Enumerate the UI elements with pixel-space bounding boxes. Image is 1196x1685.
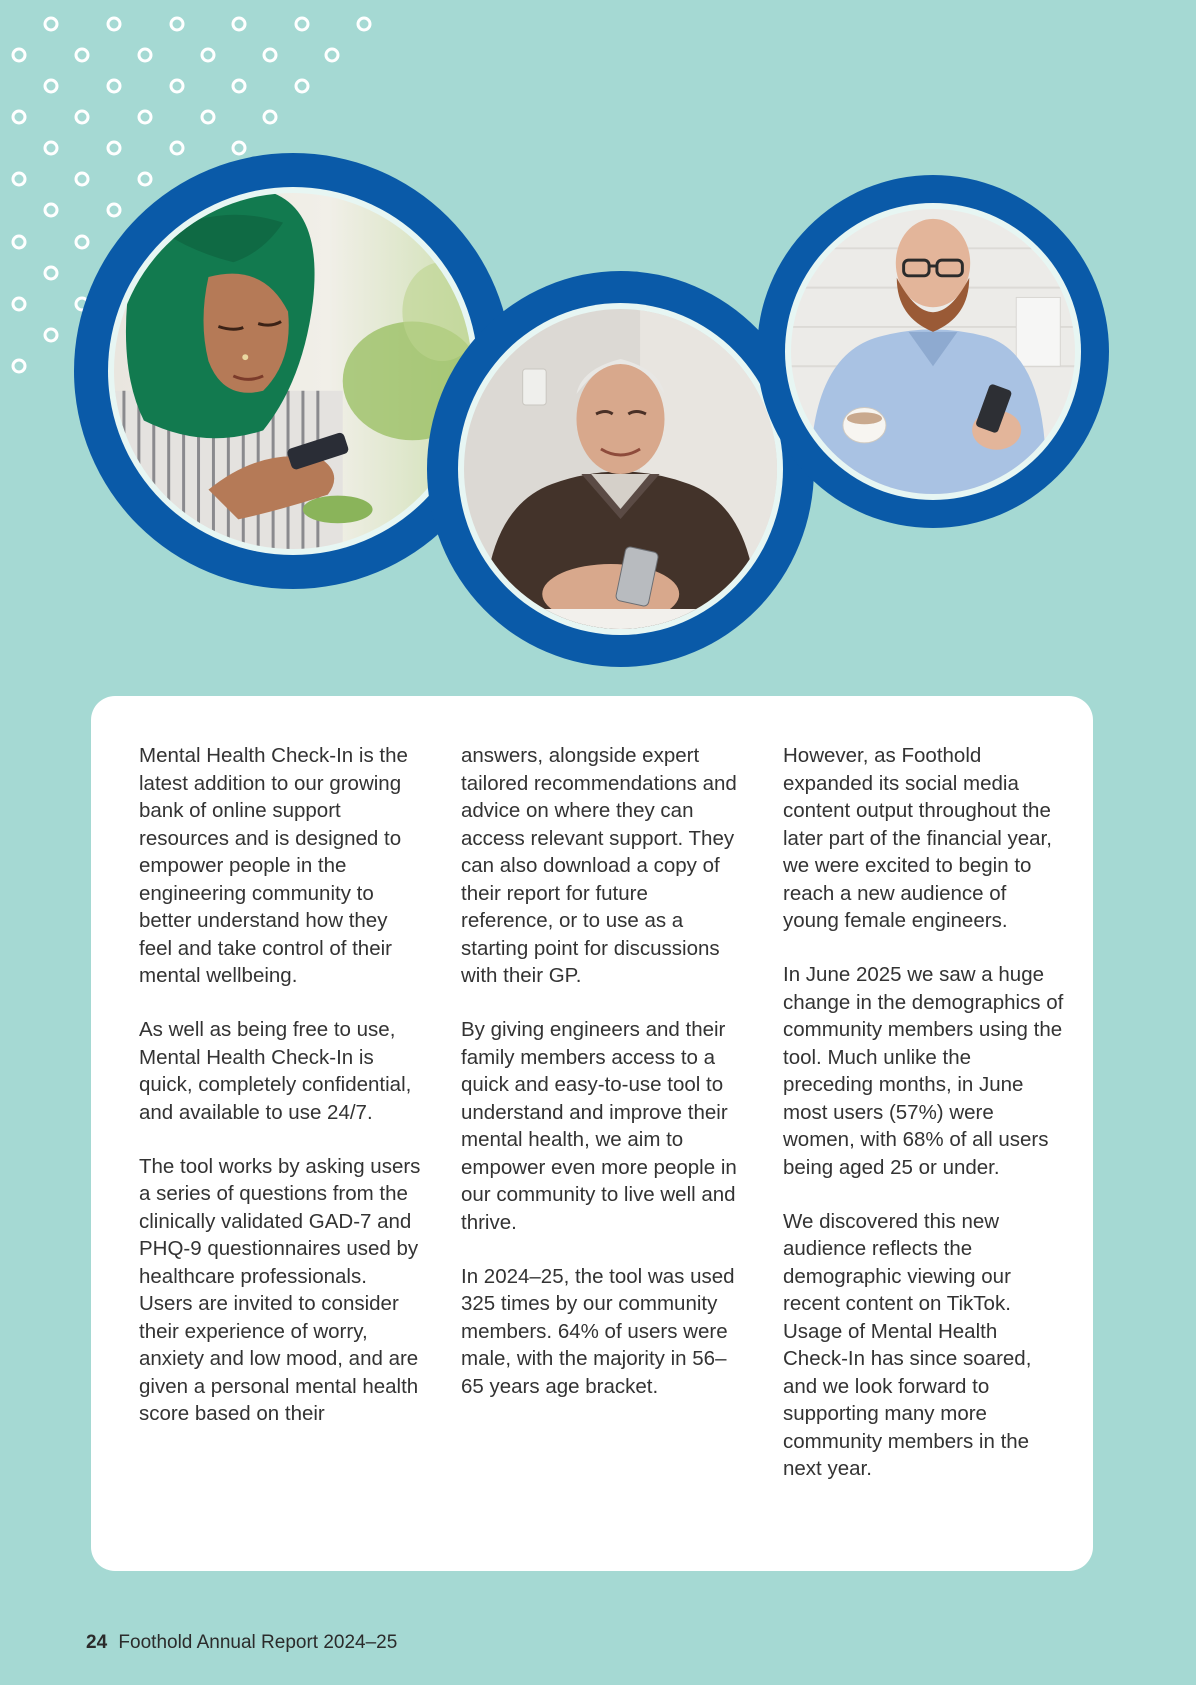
article-column-2	[461, 742, 743, 1427]
paragraph: In 2024–25, the tool was used 325 times by our community members. 64% of users were male, with the majority in 56–65 years age bracket.	[461, 1264, 735, 1398]
page-number: 24	[86, 1632, 108, 1653]
paragraph: However, as Foothold expanded its social media content output throughout the later part of the financial year, we were excited to begin to reach a new audience of young female engineers.	[783, 744, 1052, 932]
photo-bearded-man-using-phone	[791, 209, 1075, 494]
paragraph: In June 2025 we saw a huge change in the demographics of community members using the tool. Much unlike the preceding months, in June most users (57%) were women, with 68% of all users being aged 25 or under.	[783, 963, 1064, 1179]
paragraph: Mental Health Check-In is the latest addition to our growing bank of online support resources and is designed to empower people in the engineering community to better understand how they feel and take control of their mental wellbeing.	[139, 744, 408, 987]
photo-circle-right	[757, 175, 1109, 528]
paragraph: answers, alongside expert tailored recommendations and advice on where they can access relevant support. They can also download a copy of their report for future reference, or to use as a starting point for discussions with their GP.	[461, 744, 737, 987]
paragraph: The tool works by asking users a series of questions from the clinically validated GAD-7 and PHQ-9 questionnaires used by healthcare professionals. Users are invited to consider their experience of worry, anxiety and low mood, and are given a personal mental health score based on their	[139, 1154, 421, 1425]
report-title: Foothold Annual Report 2024–25	[118, 1632, 398, 1653]
paragraph: We discovered this new audience reflects the demographic viewing our recent content on TikTok. Usage of Mental Health Check-In has since soared, and we look forward to supporting many more community members in the next year.	[783, 1209, 1032, 1480]
photo-woman-using-phone	[114, 193, 472, 549]
page-footer	[86, 1632, 397, 1654]
paragraph: As well as being free to use, Mental Health Check-In is quick, completely confidential, and available to use 24/7.	[139, 1018, 412, 1124]
photo-older-man-using-phone	[464, 309, 777, 629]
paragraph: By giving engineers and their family members access to a quick and easy-to-use tool to understand and improve their mental health, we aim to empower even more people in our community to live well and thrive.	[461, 1018, 737, 1234]
article-card	[91, 696, 1093, 1571]
article-column-3	[783, 742, 1065, 1509]
photo-circle-middle	[427, 271, 814, 667]
article-column-1	[139, 742, 421, 1454]
